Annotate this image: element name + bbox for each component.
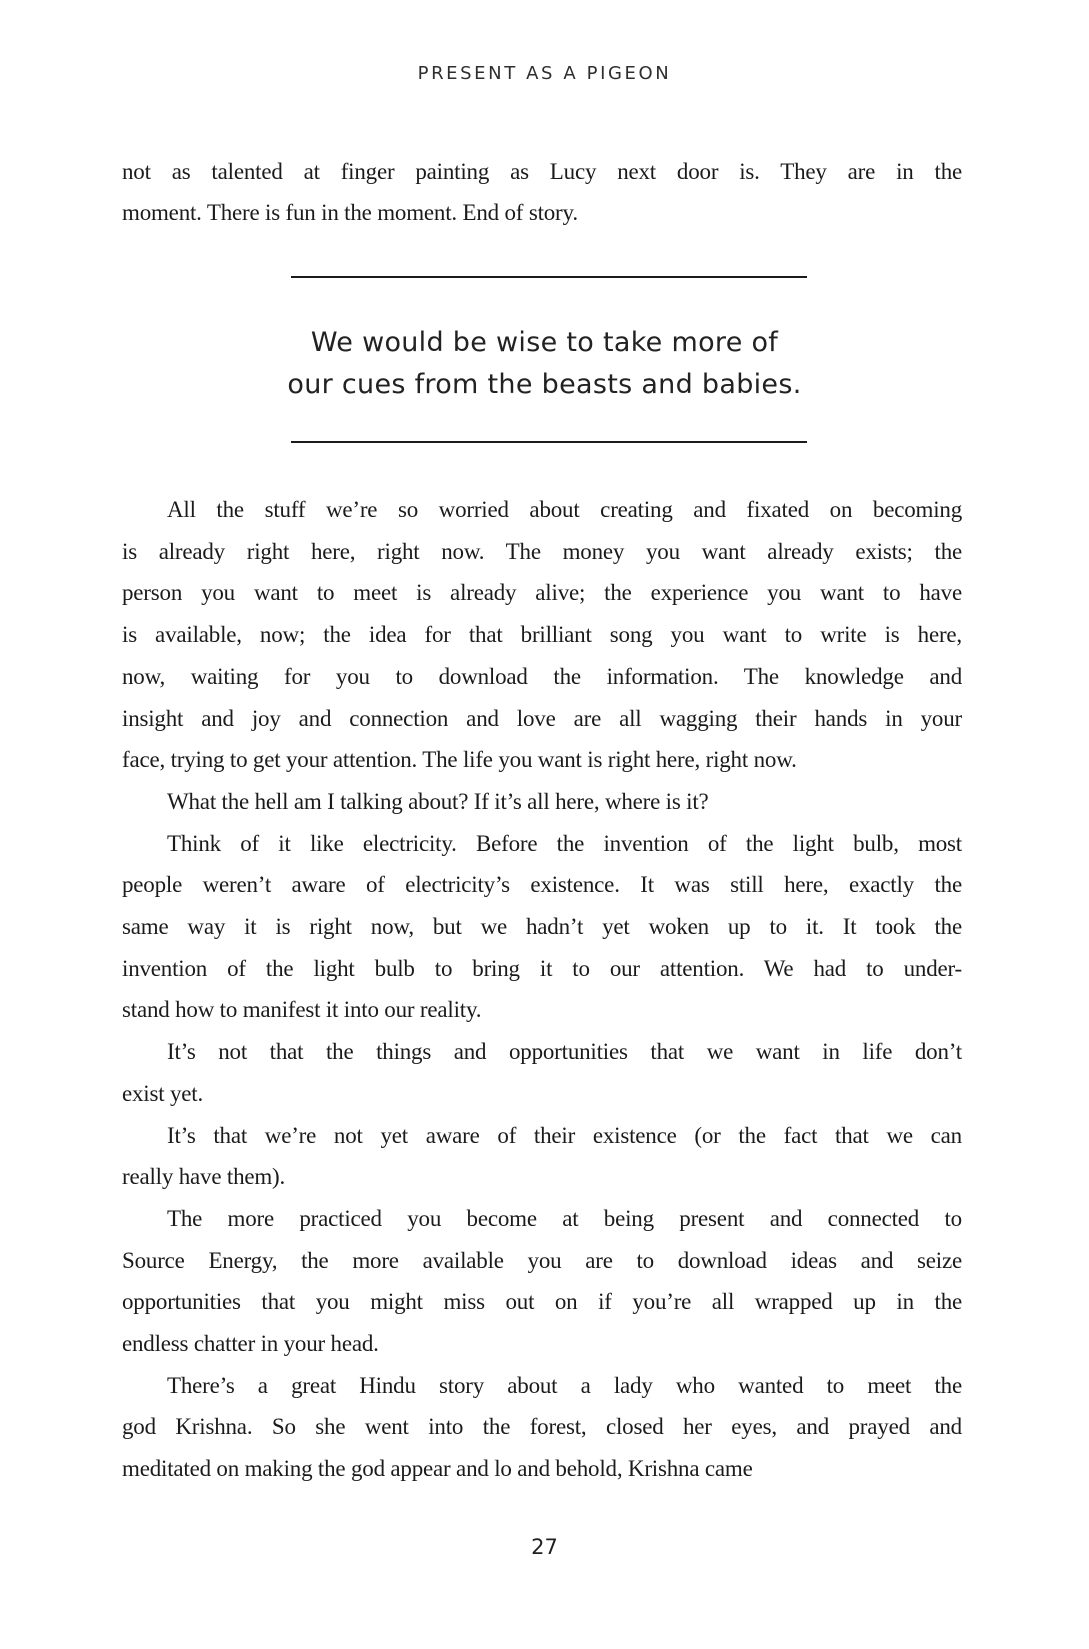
text-line: is already right here, right now. The money you want already exists; the bbox=[122, 538, 962, 564]
paragraph bbox=[122, 823, 962, 1032]
body-text bbox=[122, 489, 962, 1490]
pull-quote bbox=[0, 322, 1089, 406]
quote-rule-top bbox=[291, 276, 807, 278]
text-line: really have them). bbox=[122, 1164, 286, 1190]
page-number: 27 bbox=[531, 1535, 558, 1559]
paragraph bbox=[122, 489, 962, 781]
text-line: insight and joy and connection and love are all wagging their hands in your bbox=[122, 705, 962, 731]
text-line: invention of the light bulb to bring it to our attention. We had to under- bbox=[122, 955, 962, 981]
running-head: PRESENT AS A PIGEON bbox=[417, 63, 672, 84]
text-line: people weren’t aware of electricity’s existence. It was still here, exactly the bbox=[122, 872, 962, 898]
paragraph bbox=[122, 1115, 962, 1198]
text-line: same way it is right now, but we hadn’t yet woken up to it. It took the bbox=[122, 914, 962, 940]
text-line: person you want to meet is already alive; the experience you want to have bbox=[122, 580, 962, 606]
quote-rule-bottom bbox=[291, 441, 807, 443]
paragraph bbox=[122, 1198, 962, 1365]
opening-paragraph bbox=[122, 151, 962, 233]
text-line: It’s not that the things and opportunities that we want in life don’t bbox=[167, 1039, 962, 1065]
pull-quote-line: our cues from the beasts and babies. bbox=[287, 369, 802, 400]
text-line: is available, now; the idea for that brilliant song you want to write is here, bbox=[122, 622, 962, 648]
text-line: It’s that we’re not yet aware of their existence (or the fact that we can bbox=[167, 1122, 962, 1148]
paragraph bbox=[122, 1031, 962, 1114]
text-line: All the stuff we’re so worried about creating and fixated on becoming bbox=[167, 497, 962, 522]
text-line: god Krishna. So she went into the forest, closed her eyes, and prayed and bbox=[122, 1414, 962, 1440]
text-line: The more practiced you become at being present and connected to bbox=[167, 1205, 962, 1231]
text-line: exist yet. bbox=[122, 1080, 204, 1106]
text-line: face, trying to get your attention. The life you want is right here, right now. bbox=[122, 747, 797, 773]
text-line: opportunities that you might miss out on if you’re all wrapped up in the bbox=[122, 1289, 962, 1315]
text-line: Think of it like electricity. Before the invention of the light bulb, most bbox=[167, 830, 962, 856]
text-line: endless chatter in your head. bbox=[122, 1331, 379, 1357]
pull-quote-line: We would be wise to take more of bbox=[310, 327, 779, 358]
text-line: not as talented at finger painting as Lucy next door is. They are in the bbox=[122, 159, 962, 184]
text-line: There’s a great Hindu story about a lady who wanted to meet the bbox=[167, 1372, 962, 1398]
paragraph bbox=[122, 151, 962, 233]
text-line: now, waiting for you to download the information. The knowledge and bbox=[122, 663, 962, 689]
text-line: moment. There is fun in the moment. End of story. bbox=[122, 200, 578, 225]
text-line: What the hell am I talking about? If it’s all here, where is it? bbox=[167, 788, 709, 814]
paragraph bbox=[122, 1365, 962, 1490]
paragraph bbox=[122, 781, 962, 823]
text-line: meditated on making the god appear and lo and behold, Krishna came bbox=[122, 1456, 753, 1482]
text-line: stand how to manifest it into our reality. bbox=[122, 997, 482, 1023]
text-line: Source Energy, the more available you are to download ideas and seize bbox=[122, 1247, 962, 1273]
